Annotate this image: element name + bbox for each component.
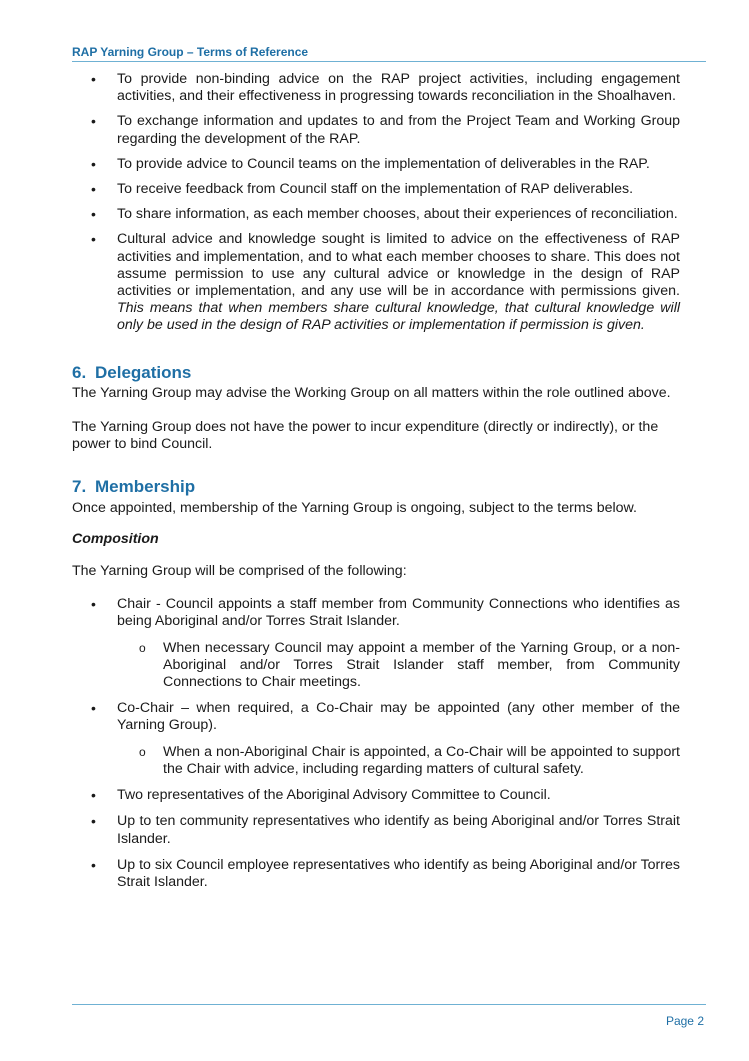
list-item — [72, 181, 680, 198]
list-item — [72, 206, 680, 223]
paragraph: The Yarning Group does not have the power to incur expenditure (directly or indirectly), or the power to bind Council. — [72, 419, 659, 453]
list-item-italic-text: This means that when members share cultural knowledge, that cultural knowledge will only be used in the design of RAP activities or implementation if permission is given. — [117, 300, 680, 334]
list-item-text: Co-Chair – when required, a Co-Chair may be appointed (any other member of the Yarning Group). — [117, 700, 680, 734]
list-item-text: Two representatives of the Aboriginal Advisory Committee to Council. — [117, 787, 551, 804]
role-bullet-list — [72, 71, 680, 335]
membership-bullet-list — [72, 596, 680, 891]
section-heading-delegations — [72, 364, 680, 381]
section-title: Delegations — [95, 362, 192, 382]
list-item — [72, 156, 680, 173]
sub-list — [72, 640, 680, 692]
list-item-text: To provide non-binding advice on the RAP project activities, including engagement activities, and their effectiveness in progressing towards reconciliation in the Shoalhaven. — [117, 71, 680, 105]
list-item-text: To share information, as each member chooses, about their experiences of reconciliation. — [117, 206, 678, 223]
bullet-glyph: • — [91, 231, 96, 248]
list-item — [72, 700, 680, 778]
section-title: Membership — [95, 477, 196, 497]
header-rule — [72, 61, 706, 62]
bullet-glyph: • — [91, 155, 96, 172]
bullet-glyph: • — [91, 596, 96, 613]
sub-list — [72, 744, 680, 778]
page-number: Page 2 — [665, 1014, 704, 1028]
list-item-text: To receive feedback from Council staff on the implementation of RAP deliverables. — [117, 181, 634, 198]
list-item-text: To exchange information and updates to and from the Project Team and Working Group regarding the development of the RAP. — [117, 113, 680, 147]
sub-list-item — [72, 640, 680, 692]
list-item — [72, 71, 680, 105]
list-item-text: Up to six Council employee representatives who identify as being Aboriginal and/or Torres Strait Islander. — [117, 856, 680, 890]
bullet-glyph: • — [91, 856, 96, 873]
page-content — [72, 71, 680, 900]
list-item-text: Chair - Council appoints a staff member from Community Connections who identifies as being Aboriginal and/or Torres Strait Islander. — [117, 596, 680, 630]
paragraph: Once appointed, membership of the Yarning Group is ongoing, subject to the terms below. — [72, 499, 637, 516]
sub-bullet-glyph: o — [139, 744, 146, 759]
list-item-text: To provide advice to Council teams on the implementation of deliverables in the RAP. — [117, 155, 650, 172]
list-item — [72, 813, 680, 847]
paragraph: The Yarning Group will be comprised of the following: — [72, 563, 407, 580]
paragraph: The Yarning Group may advise the Working Group on all matters within the role outlined above. — [72, 384, 671, 401]
bullet-glyph: • — [91, 71, 96, 87]
sub-list-item-text: When a non-Aboriginal Chair is appointed, a Co-Chair will be appointed to support the Chair with advice, including regarding matters of cultural safety. — [163, 743, 680, 777]
sub-bullet-glyph: o — [139, 640, 146, 655]
list-item — [72, 596, 680, 691]
list-item-text: Cultural advice and knowledge sought is limited to advice on the effectiveness of RAP activities and implementation, and to what each member chooses to share. This does not assume permission to use any cultural advice or knowledge in the design of RAP activities or implementation, and any use will be in accordance with permissions given. — [117, 231, 680, 300]
section-heading-membership — [72, 478, 680, 495]
sub-list-item-text: When necessary Council may appoint a member of the Yarning Group, or a non-Aboriginal and/or Torres Strait Islander staff member, from Community Connections to Chair meetings. — [163, 639, 680, 691]
sub-list-item — [72, 744, 680, 778]
composition-heading: Composition — [72, 530, 159, 547]
bullet-glyph: • — [91, 813, 96, 830]
list-item — [72, 787, 680, 804]
bullet-glyph: • — [91, 700, 96, 717]
document-header-title: RAP Yarning Group – Terms of Reference — [72, 45, 309, 59]
list-item-text: Up to ten community representatives who identify as being Aboriginal and/or Torres Strait Islander. — [117, 813, 680, 847]
bullet-glyph: • — [91, 181, 96, 198]
list-item — [72, 113, 680, 147]
bullet-glyph: • — [91, 113, 96, 130]
list-item-cultural-advice — [72, 231, 680, 334]
list-item — [72, 857, 680, 891]
section-number: 7. — [72, 477, 87, 497]
bullet-glyph: • — [91, 206, 96, 223]
section-number: 6. — [72, 362, 87, 382]
bullet-glyph: • — [91, 787, 96, 804]
footer-rule — [72, 1004, 706, 1005]
